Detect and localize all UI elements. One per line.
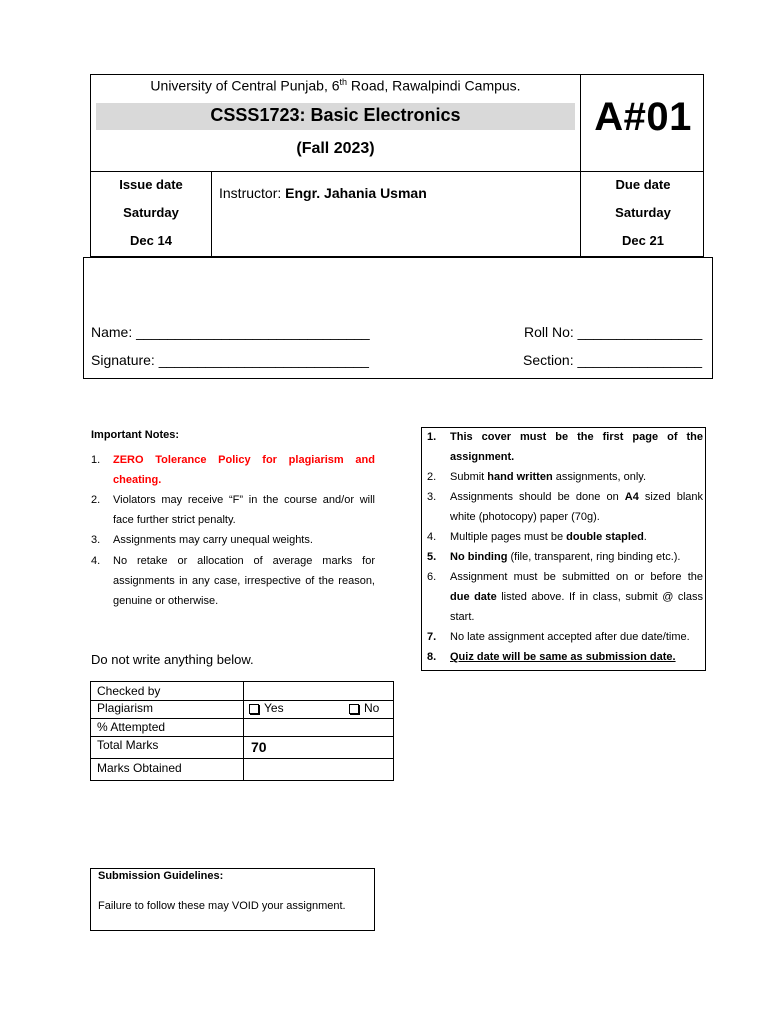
header-table	[90, 74, 704, 257]
plagiarism-no-checkbox[interactable]: No	[349, 701, 379, 715]
due-day: Saturday	[615, 205, 671, 220]
due-date-label: Due date	[615, 177, 671, 192]
checkbox-icon	[349, 704, 359, 714]
term: (Fall 2023)	[296, 140, 375, 157]
table-row-label: % Attempted	[97, 720, 166, 734]
divider	[211, 171, 212, 258]
table-row-label: Total Marks	[97, 738, 159, 752]
university-line: University of Central Punjab, 6th Road, Rawalpindi Campus.	[150, 77, 521, 94]
total-marks-value: 70	[251, 739, 267, 755]
roll-no-field[interactable]: Roll No: ________________	[524, 324, 703, 340]
name-field[interactable]: Name: ______________________________	[91, 324, 370, 340]
issue-date: Dec 14	[130, 233, 172, 248]
issue-day: Saturday	[123, 205, 179, 220]
issue-date-cell	[91, 171, 211, 258]
student-info-box	[83, 257, 713, 379]
table-row-label: Checked by	[97, 684, 161, 698]
divider	[243, 682, 244, 780]
divider	[91, 736, 393, 737]
rules-box: 1. This cover must be the first page of the assignment. 2. Submit hand written assignments, only. 3. Assignments should be done on A4 sized blank white (photocopy) paper (70g). 4. Multiple pages must be double stapled. 5. No binding (file, transparent, ring binding etc.). 6. Assignment must be submitted on or before the due date listed above. If in class, submit @ class start. 7. No late assignment accepted after due date/time. 8. Quiz date will be same as submission date.	[421, 427, 706, 671]
course-title: CSSS1723: Basic Electronics	[210, 105, 461, 125]
due-date-cell	[581, 171, 705, 258]
submission-guidelines-title: Submission Guidelines:	[98, 870, 224, 882]
divider	[91, 718, 393, 719]
due-date: Dec 21	[622, 233, 664, 248]
divider	[91, 758, 393, 759]
checkbox-icon	[249, 704, 259, 714]
plagiarism-yes-checkbox[interactable]: Yes	[249, 701, 284, 715]
submission-guidelines-box	[90, 868, 375, 931]
assignment-number: A#01	[594, 95, 692, 139]
important-notes-heading: Important Notes:	[91, 429, 179, 441]
table-row-label: Plagiarism	[97, 701, 154, 715]
instructor: Instructor: Engr. Jahania Usman	[219, 185, 427, 201]
signature-field[interactable]: Signature: ___________________________	[91, 352, 369, 368]
do-not-write-note: Do not write anything below.	[91, 652, 254, 667]
issue-date-label: Issue date	[119, 177, 183, 192]
section-field[interactable]: Section: ________________	[523, 352, 703, 368]
submission-guidelines-text: Failure to follow these may VOID your assignment.	[98, 900, 346, 912]
table-row-label: Marks Obtained	[97, 761, 182, 775]
marks-table	[90, 681, 394, 781]
